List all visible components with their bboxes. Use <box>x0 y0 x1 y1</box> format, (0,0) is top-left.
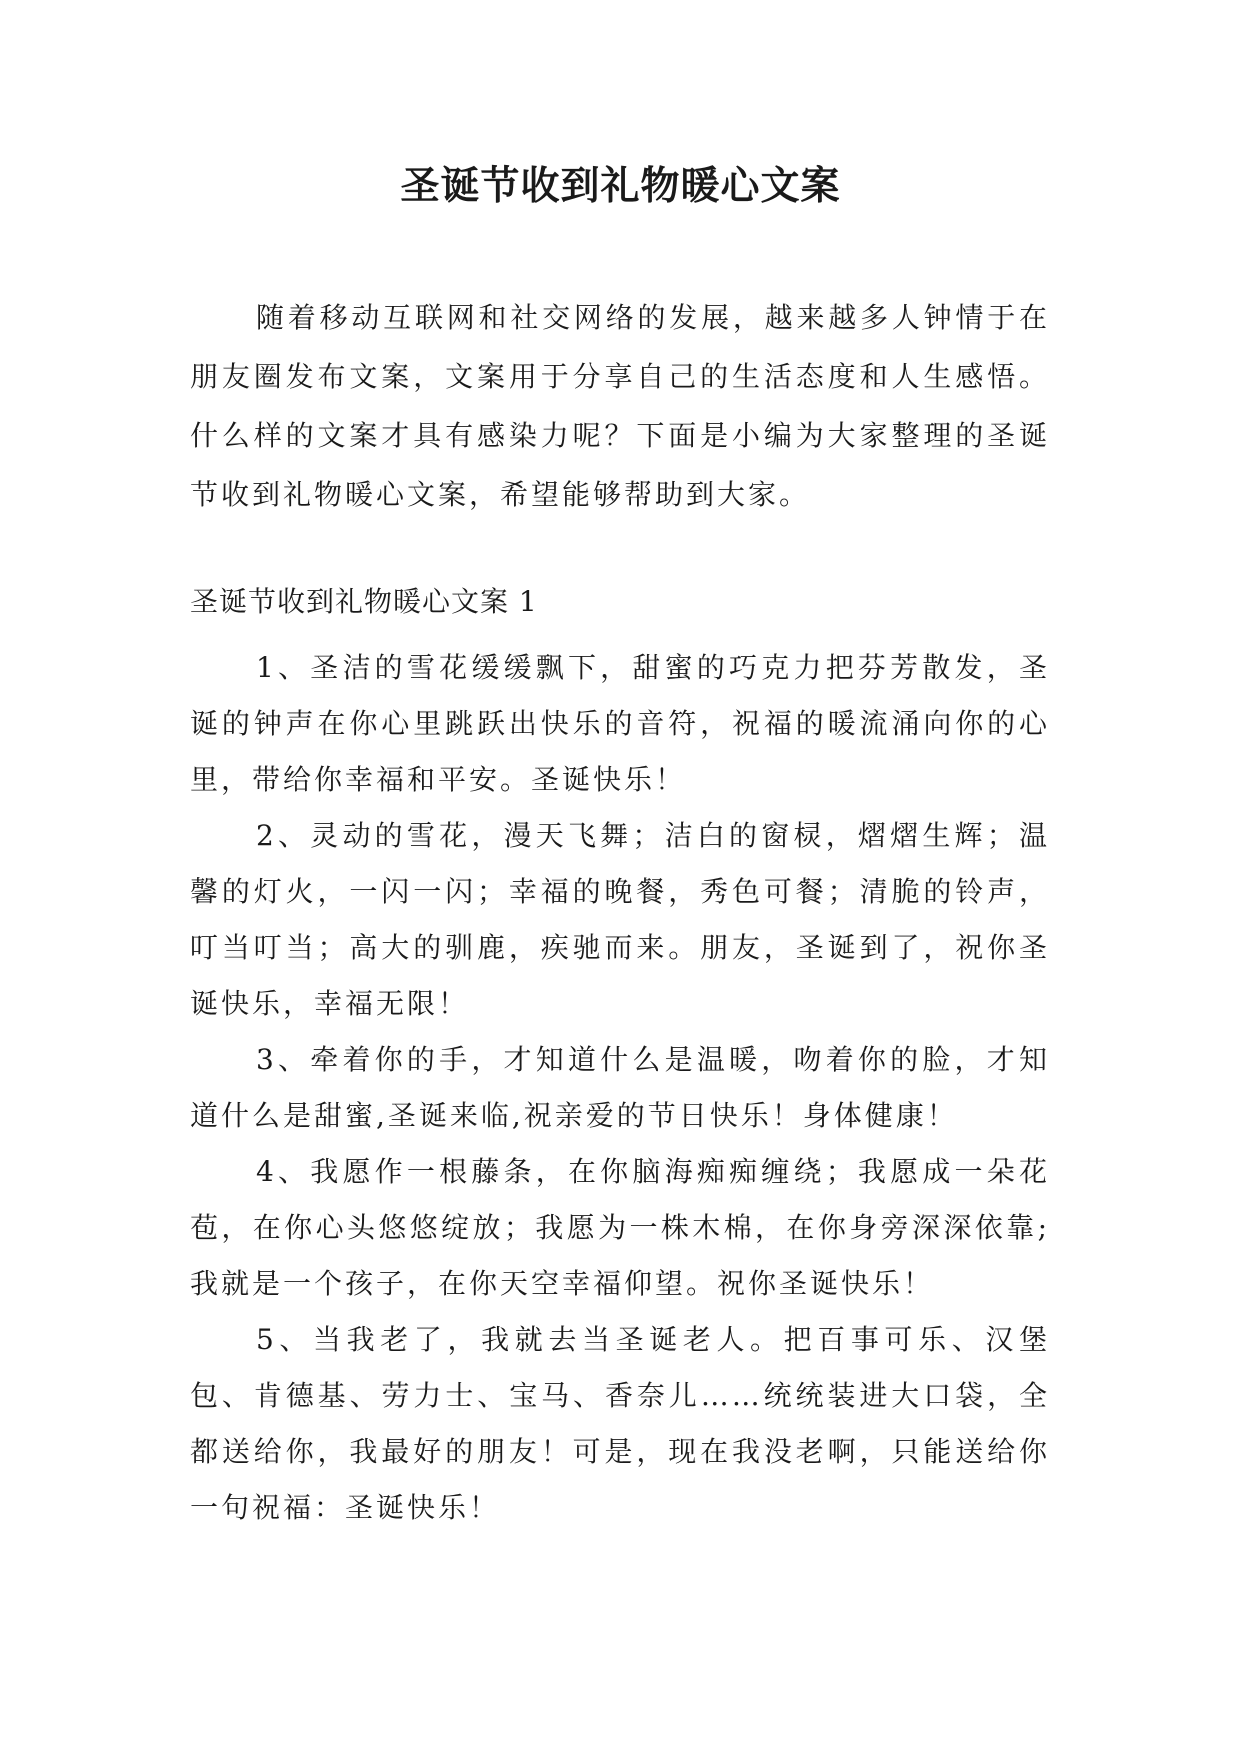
wish-list <box>190 640 1050 1536</box>
list-item: 2、灵动的雪花，漫天飞舞；洁白的窗棂，熠熠生辉；温馨的灯火，一闪一闪；幸福的晚餐，秀色可餐；清脆的铃声，叮当叮当；高大的驯鹿，疾驰而来。朋友，圣诞到了，祝你圣诞快乐，幸福无限！ <box>190 819 1050 1020</box>
list-item: 1、圣洁的雪花缓缓飘下，甜蜜的巧克力把芬芳散发，圣诞的钟声在你心里跳跃出快乐的音符，祝福的暖流涌向你的心里，带给你幸福和平安。圣诞快乐！ <box>190 651 1050 796</box>
section-heading: 圣诞节收到礼物暖心文案 1 <box>190 585 538 618</box>
list-item: 5、当我老了，我就去当圣诞老人。把百事可乐、汉堡包、肯德基、劳力士、宝马、香奈儿……统统装进大口袋，全都送给你，我最好的朋友！可是，现在我没老啊，只能送给你一句祝福：圣诞快乐！ <box>190 1323 1050 1524</box>
list-item: 4、我愿作一根藤条，在你脑海痴痴缠绕；我愿成一朵花苞，在你心头悠悠绽放；我愿为一株木棉，在你身旁深深依靠; 我就是一个孩子，在你天空幸福仰望。祝你圣诞快乐！ <box>190 1155 1050 1300</box>
page-title: 圣诞节收到礼物暖心文案 <box>400 163 841 209</box>
intro-paragraph: 随着移动互联网和社交网络的发展，越来越多人钟情于在朋友圈发布文案，文案用于分享自己的生活态度和人生感悟。什么样的文案才具有感染力呢？下面是小编为大家整理的圣诞节收到礼物暖心文案，希望能够帮助到大家。 <box>190 301 1050 511</box>
list-item: 3、牵着你的手，才知道什么是温暖，吻着你的脸，才知道什么是甜蜜,圣诞来临,祝亲爱的节日快乐！身体健康！ <box>190 1043 1050 1132</box>
